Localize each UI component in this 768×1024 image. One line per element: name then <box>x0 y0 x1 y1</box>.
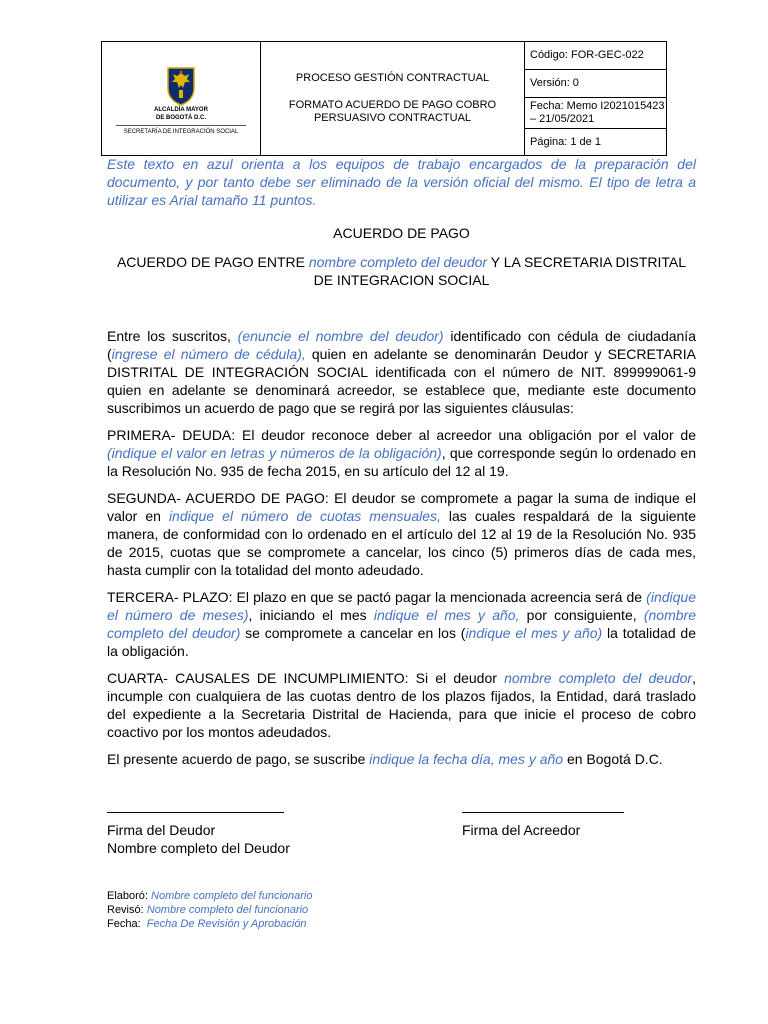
debtor-name-label: Nombre completo del Deudor <box>107 840 290 856</box>
intro-text: identificado con cédula de ciudadanía ( <box>107 328 696 362</box>
instruction-note: Este texto en azul orienta a los equipos de trabajo encargados de la preparación del documento, y por tanto debe ser eliminado de la versión oficial del mismo. El tipo de letra a utilizar es Arial tamaño 11 puntos. <box>107 156 696 208</box>
clause-text: , incumple con cualquiera de las cuotas dentro de los plazos fijados, la Entidad, dará traslado del expediente a la Secretaria Distrital de Hacienda, para que inicie el proceso de cobro coactivo por los montos adeudados. <box>107 670 696 740</box>
closing-paragraph <box>107 750 696 768</box>
clause-text: PRIMERA- DEUDA: El deudor reconoce deber al acreedor una obligación por el valor de <box>107 427 696 443</box>
intro-text: quien en adelante se denominarán Deudor y SECRETARIA DISTRITAL DE INTEGRACIÓN SOCIAL identificada con el número de NIT. 899999061-9 quien en adelante se denominará acreedor, se establece que, mediante este documento suscribimos un acuerdo de pago que se regirá por las siguientes cláusulas: <box>107 346 696 416</box>
document-title: ACUERDO DE PAGO <box>333 225 470 241</box>
clause-cuarta <box>107 669 696 741</box>
intro-placeholder-id: ingrese el número de cédula), <box>111 346 306 362</box>
creditor-signature-label: Firma del Acreedor <box>462 822 581 838</box>
doc-code: Código: FOR-GEC-022 <box>525 42 667 70</box>
intro-placeholder-debtor: (enuncie el nombre del deudor) <box>237 328 444 344</box>
clause-placeholder: indique el número de cuotas mensuales, <box>168 508 441 524</box>
footer-value: Fecha De Revisión y Aprobación <box>146 918 307 930</box>
subtitle-placeholder: nombre completo del deudor <box>308 254 488 270</box>
clause-placeholder: indique el mes y año, <box>373 607 520 623</box>
footer-elaboro <box>107 889 312 903</box>
doc-page: Página: 1 de 1 <box>525 129 667 156</box>
subtitle-text-c: Y LA SECRETARIA DISTRITAL DE INTEGRACION SOCIAL <box>313 254 687 288</box>
clause-placeholder: (nombre completo del deudor) <box>107 607 696 641</box>
clause-text: la totalidad de la obligación. <box>107 625 697 659</box>
clause-text: por consiguiente, <box>519 607 644 623</box>
agreement-subtitle <box>107 253 696 289</box>
footer-label: Fecha: <box>107 918 141 930</box>
clause-text: TERCERA- PLAZO: El plazo en que se pactó pagar la mencionada acreencia será de <box>107 589 647 605</box>
format-title: FORMATO ACUERDO DE PAGO COBRO PERSUASIVO CONTRACTUAL <box>288 99 497 124</box>
clause-primera <box>107 426 696 480</box>
signature-block <box>107 812 696 872</box>
closing-placeholder: indique la fecha día, mes y año <box>369 751 564 767</box>
debtor-signature-line <box>107 812 284 813</box>
logo-cell <box>102 42 261 156</box>
creditor-signature-line <box>462 812 624 813</box>
clause-text: SEGUNDA- ACUERDO DE PAGO: El deudor se compromete a pagar la suma de indique el valor en <box>107 490 696 524</box>
clause-segunda <box>107 489 696 579</box>
clause-text: las cuales respaldará de la siguiente manera, de conformidad con lo ordenado en el artículo del 12 al 19 de la Resolución No. 935 de 2015, cuotas que se compromete a cancelar, los cinco (5) primeros días de cada mes, hasta cumplir con la totalidad del monto adeudado. <box>107 508 696 578</box>
doc-date: Fecha: Memo I2021015423 – 21/05/2021 <box>525 98 667 129</box>
process-name: PROCESO GESTIÓN CONTRACTUAL <box>295 72 490 84</box>
footer-reviso <box>107 903 312 917</box>
footer-fecha <box>107 917 312 931</box>
footer-label: Revisó: <box>107 904 144 916</box>
footer-label: Elaboró: <box>107 890 148 902</box>
clause-tercera <box>107 588 696 660</box>
clause-placeholder: nombre completo del deudor <box>504 670 693 686</box>
footer-value: Nombre completo del funcionario <box>146 904 309 916</box>
debtor-signature <box>107 812 290 857</box>
subtitle-text-a: ACUERDO DE PAGO ENTRE <box>116 254 309 270</box>
clause-text: , iniciando el mes <box>248 607 374 623</box>
logo-line-1: ALCALDÍA MAYOR <box>154 106 208 113</box>
footer-value: Nombre completo del funcionario <box>151 890 313 902</box>
clause-placeholder: (indique el número de meses) <box>107 589 696 623</box>
clause-text: , que corresponde según lo ordenado en la Resolución No. 935 de fecha 2015, en su artículo del 12 al 19. <box>107 445 696 479</box>
debtor-signature-label: Firma del Deudor <box>107 822 216 838</box>
doc-version: Versión: 0 <box>525 70 667 98</box>
clause-text: se compromete a cancelar en los ( <box>240 625 466 641</box>
document-header-table <box>101 41 667 156</box>
bogota-coat-of-arms-icon <box>166 66 196 106</box>
creditor-signature <box>462 812 624 839</box>
document-body <box>107 155 696 768</box>
logo-line-2: DE BOGOTÁ D.C. <box>155 114 206 121</box>
logo-line-3: SECRETARÍA DE INTEGRACIÓN SOCIAL <box>123 128 239 135</box>
intro-text: Entre los suscritos, <box>107 328 238 344</box>
clause-text: CUARTA- CAUSALES DE INCUMPLIMIENTO: Si el deudor <box>107 670 505 686</box>
closing-text: El presente acuerdo de pago, se suscribe <box>107 751 370 767</box>
intro-paragraph <box>107 327 696 417</box>
logo-divider <box>116 125 246 126</box>
approval-footer <box>107 889 312 931</box>
closing-text: en Bogotá D.C. <box>563 751 663 767</box>
clause-placeholder: (indique el valor en letras y números de la obligación) <box>107 445 442 461</box>
header-title-cell <box>261 42 525 156</box>
clause-placeholder: indique el mes y año) <box>465 625 603 641</box>
